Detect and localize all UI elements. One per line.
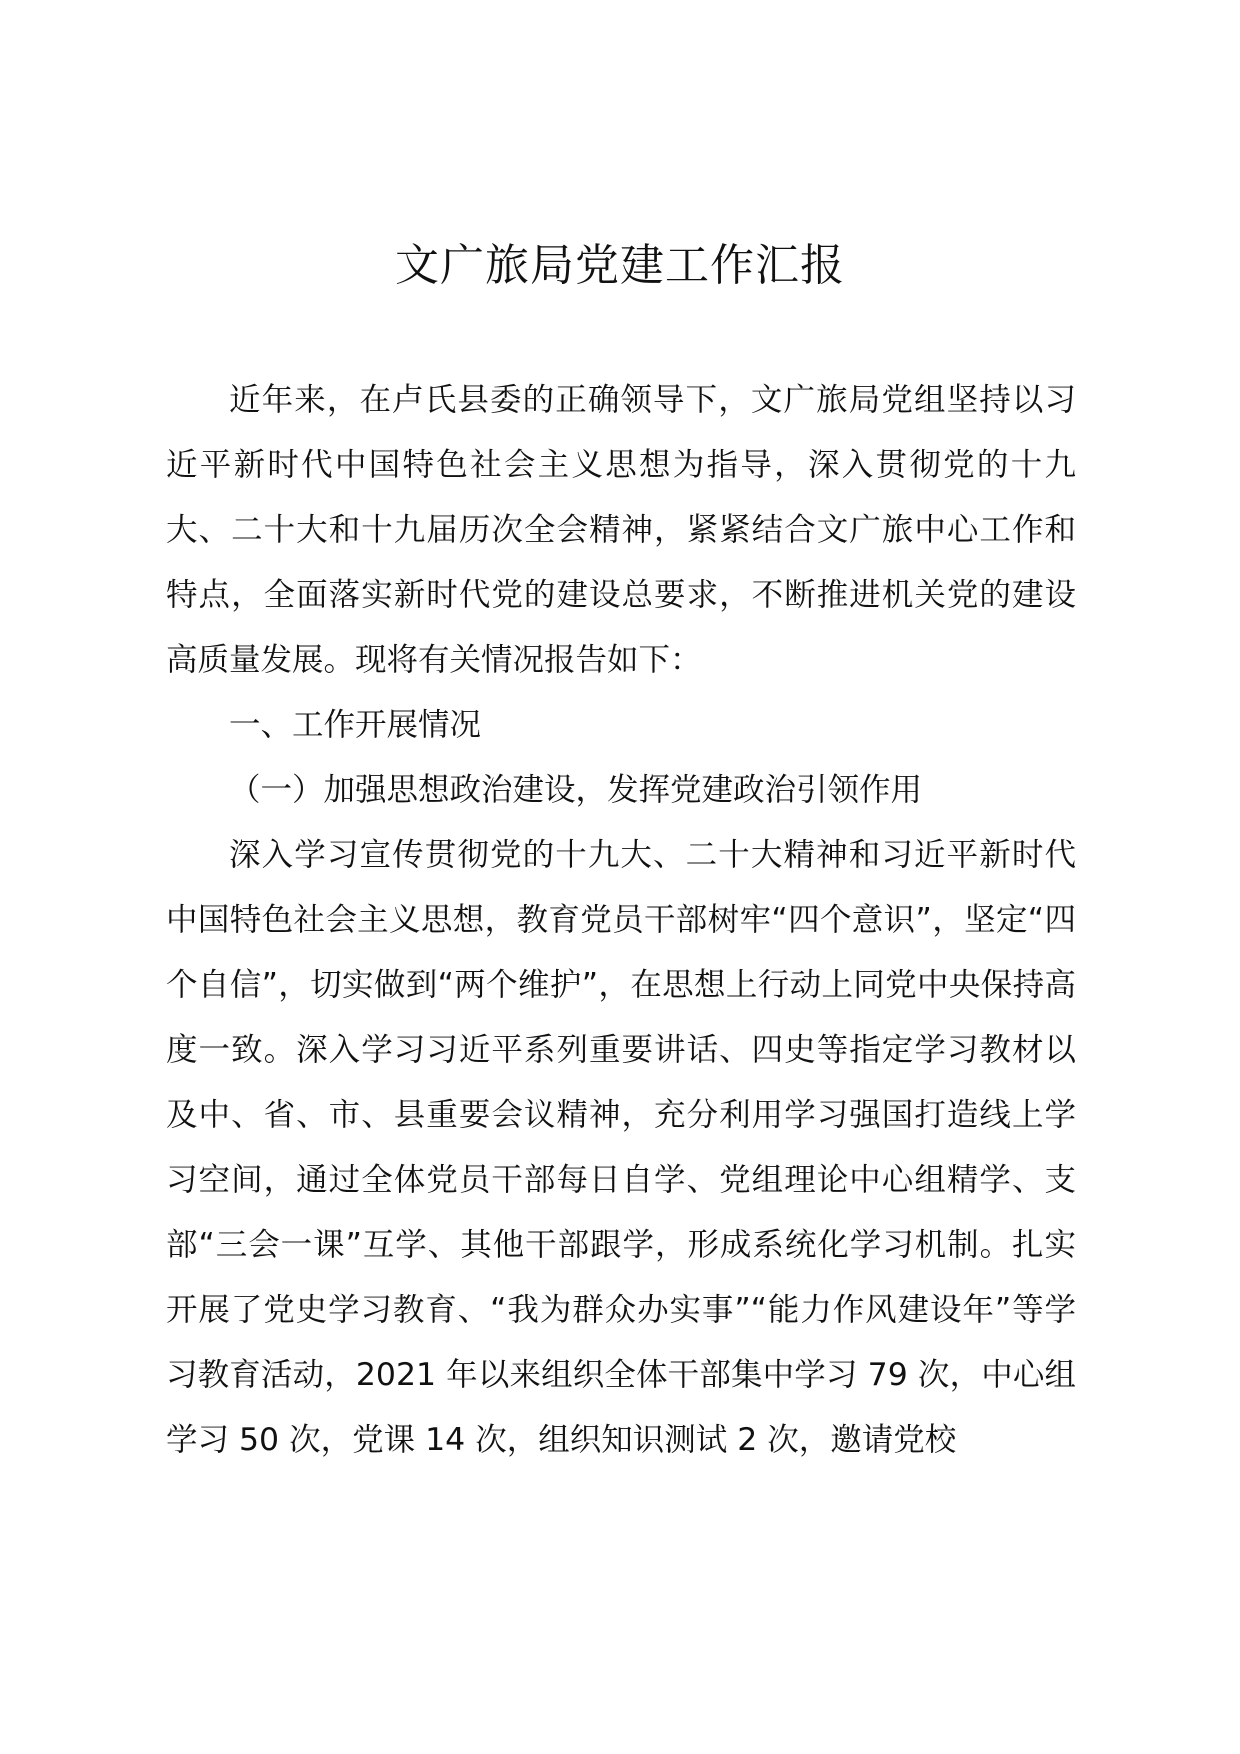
intro-paragraph: 近年来，在卢氏县委的正确领导下，文广旅局党组坚持以习近平新时代中国特色社会主义思想为指导，深入贯彻党的十九大、二十大和十九届历次全会精神，紧紧结合文广旅中心工作和特点，全面落实新时代党的建设总要求，不断推进机关党的建设高质量发展。现将有关情况报告如下： <box>166 382 1076 678</box>
document-title: 文广旅局党建工作汇报 <box>395 240 845 291</box>
section-heading: 一、工作开展情况 <box>229 707 482 743</box>
body-paragraph: 深入学习宣传贯彻党的十九大、二十大精神和习近平新时代中国特色社会主义思想，教育党员干部树牢“四个意识”，坚定“四个自信”，切实做到“两个维护”，在思想上行动上同党中央保持高度一致。深入学习习近平系列重要讲话、四史等指定学习教材以及中、省、市、县重要会议精神，充分利用学习强国打造线上学习空间，通过全体党员干部每日自学、党组理论中心组精学、支部“三会一课”互学、其他干部跟学，形成系统化学习机制。扎实开展了党史学习教育、“我为群众办实事”“能力作风建设年”等学习教育活动，2021 年以来组织全体干部集中学习 79 次，中心组学习 50 次，党课 14 次，组织知识测试 2 次，邀请党校 <box>166 837 1076 1458</box>
document-body <box>166 368 1076 1473</box>
subsection-heading: （一）加强思想政治建设，发挥党建政治引领作用 <box>229 772 923 808</box>
